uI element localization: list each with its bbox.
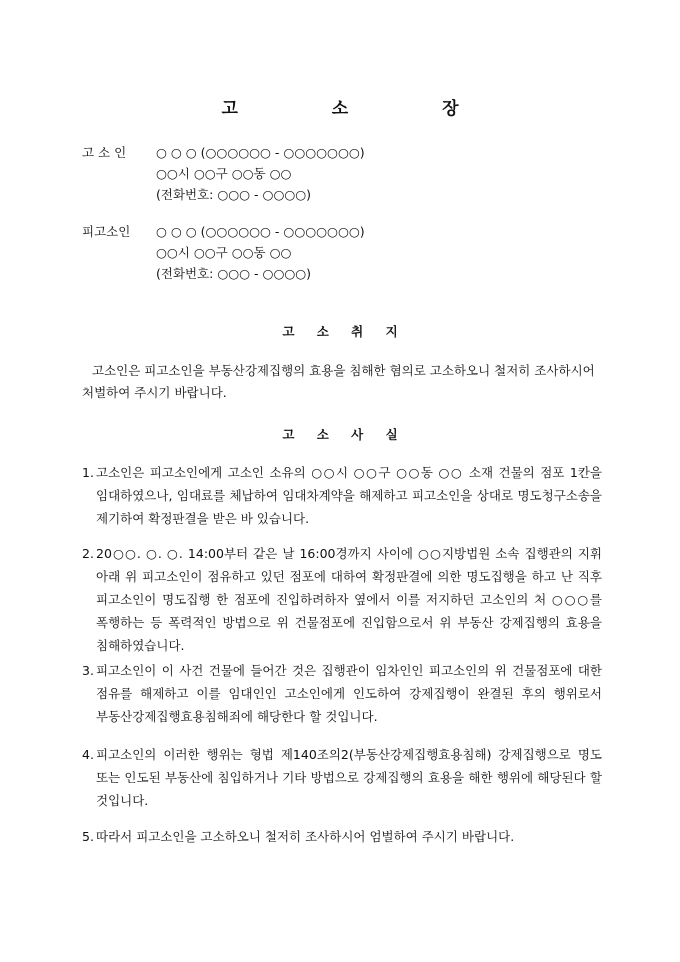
facts-heading: 고 소 사 실 — [282, 427, 407, 442]
defendant-address: ○○시 ○○구 ○○동 ○○ — [156, 245, 292, 260]
fact-text: 피고소인이 이 사건 건물에 들어간 것은 집행관이 임차인인 피고소인의 위 건물점포에 대한 점유를 해제하고 이를 임대인인 고소인에게 인도하여 강제집행이 완결된 후의 행위로서 부동산강제집행효용침해죄에 해당한다 할 것입니다. — [96, 663, 602, 724]
fact-text: 20○○. ○. ○. 14:00부터 같은 날 16:00경까지 사이에 ○○지방법원 소속 집행관의 지휘 아래 위 피고소인이 점유하고 있던 점포에 대하여 확정판결에 의한 명도집행을 하고 난 직후 피고소인이 명도집행 한 점포에 진입하려하자 옆에서 이를 저지하던 고소인의 처 ○○○를 폭행하는 등 폭력적인 방법으로 위 건물점포에 진입함으로서 위 부동산 강제집행의 효용을 침해하였습니다. — [96, 546, 602, 653]
fact-number: 5. — [82, 829, 94, 844]
fact-number: 4. — [82, 747, 94, 762]
fact-text: 따라서 피고소인을 고소하오니 철저히 조사하시어 엄벌하여 주시기 바랍니다. — [96, 829, 515, 844]
complainant-address: ○○시 ○○구 ○○동 ○○ — [156, 166, 292, 181]
document-title: 고 소 장 — [221, 99, 503, 119]
fact-number: 2. — [82, 546, 94, 561]
fact-text: 피고소인의 이러한 행위는 형법 제140조의2(부동산강제집행효용침해) 강제집행으로 명도 또는 인도된 부동산에 침입하거나 기타 방법으로 강제집행의 효용을 해한 행위에 해당된다 할 것입니다. — [96, 747, 602, 808]
complainant-name-id: ○ ○ ○ (○○○○○○ - ○○○○○○○) — [156, 145, 365, 160]
fact-item — [82, 542, 602, 657]
purpose-text: 고소인은 피고소인을 부동산강제집행의 효용을 침해한 혐의로 고소하오니 철저히 조사하시어 처벌하여 주시기 바랍니다. — [82, 363, 595, 400]
fact-item — [82, 743, 602, 812]
fact-text: 고소인은 피고소인에게 고소인 소유의 ○○시 ○○구 ○○동 ○○ 소재 건물의 점포 1칸을 임대하였으나, 임대료를 체납하여 임대차계약을 해제하고 피고소인을 상대로 명도청구소송을 제기하여 확정판결을 받은 바 있습니다. — [96, 465, 602, 526]
defendant-name-id: ○ ○ ○ (○○○○○○ - ○○○○○○○) — [156, 224, 365, 239]
defendant-details — [156, 221, 576, 284]
purpose-heading: 고 소 취 지 — [282, 324, 407, 339]
fact-number: 3. — [82, 663, 94, 678]
fact-number: 1. — [82, 465, 94, 480]
complainant-label: 고 소 인 — [82, 145, 127, 160]
defendant-phone: (전화번호: ○○○ - ○○○○) — [156, 266, 312, 281]
fact-item — [82, 825, 602, 848]
fact-item — [82, 461, 602, 530]
fact-item — [82, 659, 602, 728]
defendant-label: 피고소인 — [82, 224, 131, 239]
complainant-details — [156, 142, 576, 205]
complainant-phone: (전화번호: ○○○ - ○○○○) — [156, 187, 312, 202]
